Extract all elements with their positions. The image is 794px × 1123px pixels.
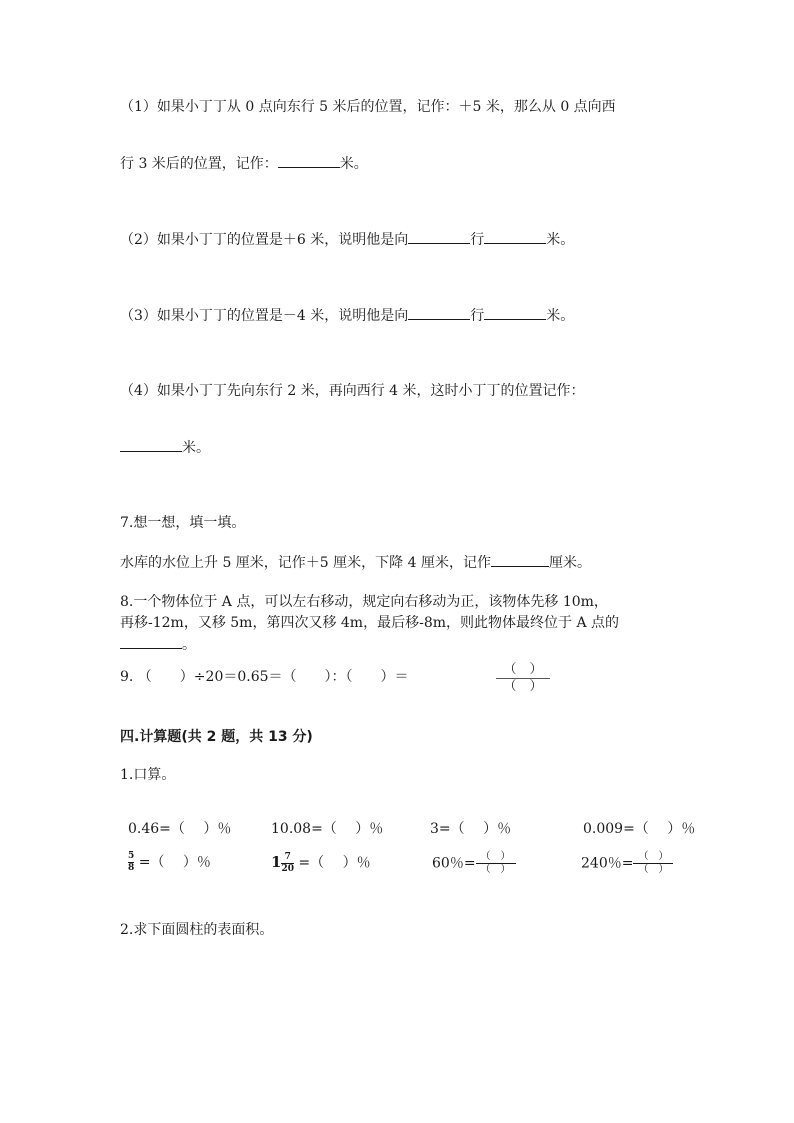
fraction: $\frac{5}{8}$ (128, 851, 135, 873)
q6-part1-line1: （1）如果小丁丁从 0 点向东行 5 米后的位置，记作：＋5 米，那么从 0 点向西 (120, 99, 616, 115)
calc-item: 60％= （ ） （ ） (432, 852, 516, 875)
section-title: 四.计算题(共 2 题，共 13 分) (120, 729, 313, 745)
q6-part4-line1: （4）如果小丁丁先向东行 2 米，再向西行 4 米，这时小丁丁的位置记作： (120, 383, 585, 399)
answer-blank[interactable] (408, 305, 470, 320)
calc-item: 0.46=（ ）％ (128, 821, 232, 837)
answer-blank[interactable] (120, 634, 182, 649)
calc-item: 240％= （ ） （ ） (581, 852, 673, 875)
q8-line3: 。 (120, 634, 196, 655)
answer-blank[interactable] (484, 305, 546, 320)
fraction: （ ） （ ） (633, 852, 673, 875)
answer-blank[interactable] (408, 229, 470, 244)
q9-text: 9. （ ）÷20＝0.65＝（ ）：（ ）＝ (120, 669, 409, 685)
calc-item: $\frac{5}{8}$ =（ ）％ (128, 851, 211, 873)
calc-item: 10.08=（ ）％ (271, 821, 384, 837)
fraction: $\frac{7}{20}$ (281, 851, 294, 874)
calc1-title: 1.口算。 (120, 767, 176, 783)
calc-item: 3=（ ）％ (430, 821, 512, 837)
q6-part1-line2: 行 3 米后的位置，记作： 米。 (120, 153, 368, 174)
answer-blank[interactable] (491, 552, 549, 567)
fraction-numerator: （ ） (503, 662, 543, 677)
calc-item: $1\frac{7}{20}$ =（ ）％ (271, 851, 371, 874)
answer-blank[interactable] (278, 153, 340, 168)
answer-blank[interactable] (120, 437, 182, 452)
fraction: （ ） （ ） (476, 852, 516, 875)
q8-line2: 再移-12m，又移 5m，第四次又移 4m，最后移-8m，则此物体最终位于 A 点的 (120, 615, 620, 631)
fraction-denominator: （ ） (503, 679, 543, 694)
answer-blank[interactable] (484, 229, 546, 244)
q6-part4-line2: 米。 (120, 437, 210, 458)
q6-part3: （3）如果小丁丁的位置是－4 米，说明他是向 行 米。 (120, 305, 574, 326)
q9-fraction (496, 663, 550, 694)
q7-title: 7.想一想，填一填。 (120, 515, 246, 531)
q6-part2: （2）如果小丁丁的位置是＋6 米，说明他是向 行 米。 (120, 229, 574, 250)
q8-line1: 8.一个物体位于 A 点，可以左右移动，规定向右移动为正，该物体先移 10m， (120, 594, 608, 610)
calc2-title: 2.求下面圆柱的表面积。 (120, 922, 274, 938)
q7-text: 水库的水位上升 5 厘米，记作＋5 厘米，下降 4 厘米，记作 厘米。 (120, 552, 591, 573)
calc-item: 0.009=（ ）％ (583, 821, 696, 837)
